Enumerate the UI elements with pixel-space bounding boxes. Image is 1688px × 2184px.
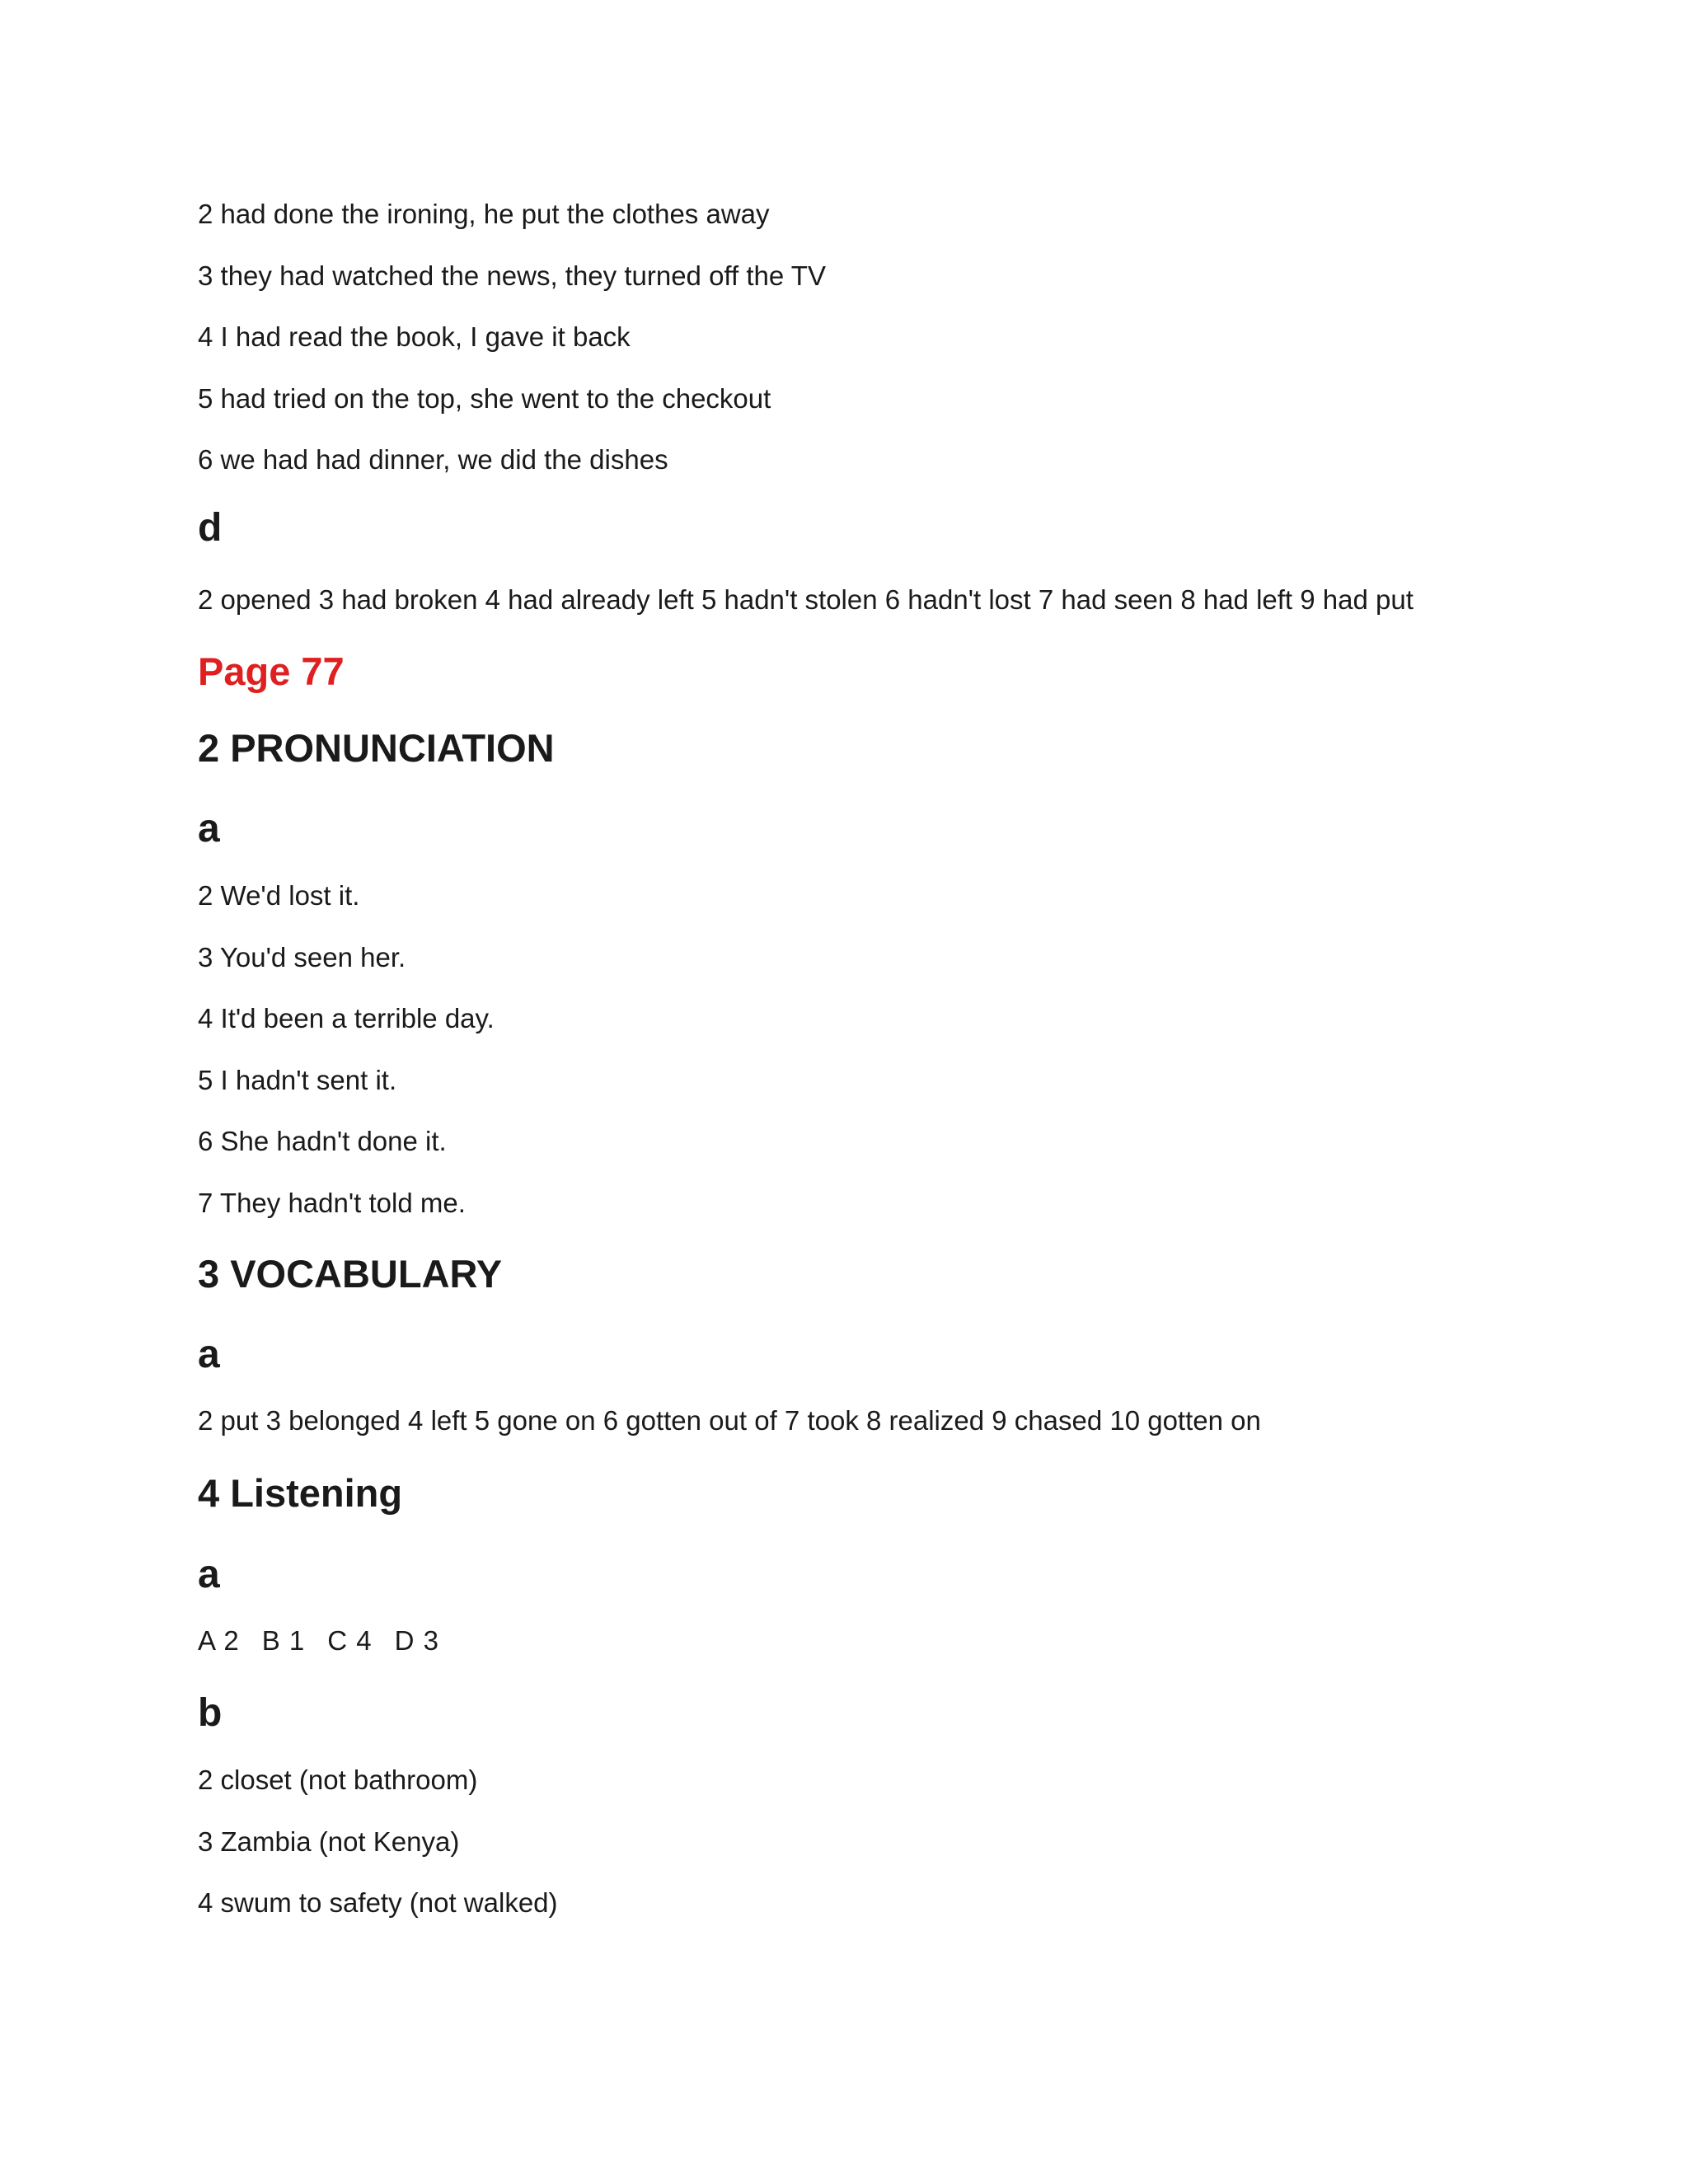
listening-a-pair: C 4 — [327, 1625, 372, 1656]
vocabulary-answers: 2 put 3 belonged 4 left 5 gone on 6 gotten out of 7 took 8 realized 9 chased 10 gotten on — [198, 1405, 1261, 1436]
ordering-answer-2: 2 had done the ironing, he put the clothes away — [198, 199, 770, 229]
pronunciation-answer-4: 4 It'd been a terrible day. — [198, 1003, 495, 1033]
listening-a-pair: A 2 — [198, 1625, 239, 1656]
listening-a-answers — [198, 1627, 462, 1654]
listening-a-pair: B 1 — [261, 1625, 305, 1656]
section-d-label: d — [198, 506, 223, 550]
listening-sub-a: a — [198, 1553, 220, 1596]
vocabulary-sub-a: a — [198, 1333, 220, 1376]
pronunciation-sub-a: a — [198, 807, 220, 851]
listening-b-answer-3: 3 Zambia (not Kenya) — [198, 1826, 460, 1857]
pronunciation-answer-5: 5 I hadn't sent it. — [198, 1065, 397, 1095]
pronunciation-answer-2: 2 We'd lost it. — [198, 880, 360, 911]
ordering-answer-4: 4 I had read the book, I gave it back — [198, 321, 631, 352]
pronunciation-answer-3: 3 You'd seen her. — [198, 942, 406, 972]
listening-heading: 4 Listening — [198, 1471, 403, 1515]
page-number-heading: Page 77 — [198, 649, 345, 693]
pronunciation-answer-6: 6 She hadn't done it. — [198, 1126, 447, 1156]
vocabulary-heading: 3 VOCABULARY — [198, 1252, 503, 1296]
ordering-answer-3: 3 they had watched the news, they turned off the TV — [198, 260, 826, 291]
pronunciation-heading: 2 PRONUNCIATION — [198, 726, 555, 770]
listening-sub-b: b — [198, 1691, 223, 1735]
ordering-answer-5: 5 had tried on the top, she went to the checkout — [198, 383, 771, 414]
section-d-answers: 2 opened 3 had broken 4 had already left 5 hadn't stolen 6 hadn't lost 7 had seen 8 had left 9 had put — [198, 584, 1414, 615]
listening-a-pair: D 3 — [394, 1625, 438, 1656]
ordering-answer-6: 6 we had had dinner, we did the dishes — [198, 444, 668, 475]
pronunciation-answer-7: 7 They hadn't told me. — [198, 1188, 466, 1218]
listening-b-answer-4: 4 swum to safety (not walked) — [198, 1887, 558, 1918]
listening-b-answer-2: 2 closet (not bathroom) — [198, 1765, 478, 1795]
